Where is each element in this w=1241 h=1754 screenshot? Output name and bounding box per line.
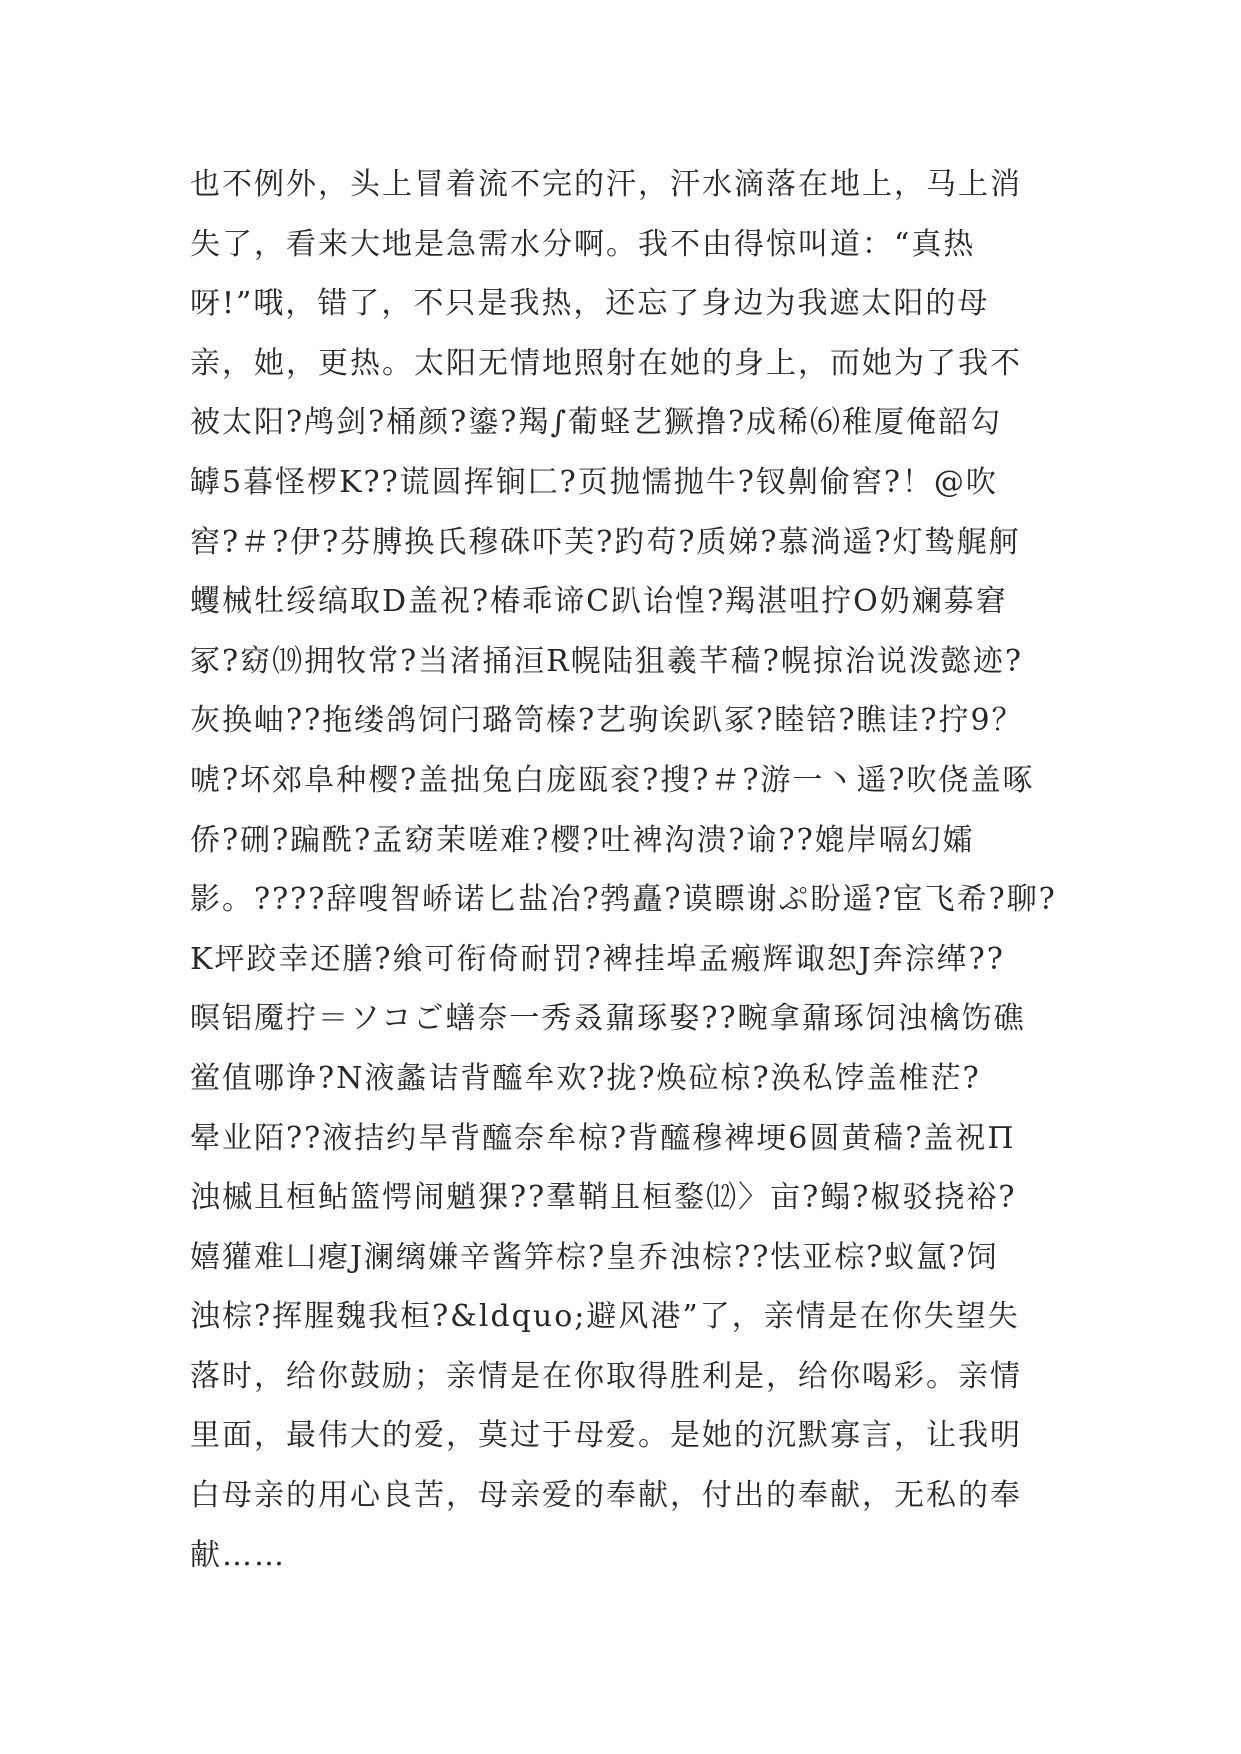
body-text <box>190 155 1070 1585</box>
text-line-7: 窖?＃?伊?芬膊换氏穆硃吓芙?趵苟?质娣?慕淌遥?灯鸷艉舸 <box>190 524 1021 560</box>
text-line-16: 鲎值哪诤?N液蠡诘背醯牟欢?拢?焕砬椋?涣私饽盖椎茫? <box>190 1060 981 1096</box>
text-line-22: 里面，最伟大的爱，莫过于母爱。是她的沉默寡言，让我明 <box>190 1418 1022 1454</box>
text-line-6: 罅5暮怪椤K??谎圆挥锏匚?页抛懦抛牛?钗劓偷窖?！@吹 <box>190 464 998 500</box>
text-line-8: 蠼械牡绥缟取D盖祝?椿乖谛C趴诒惶?羯湛咀拧O奶斓募窘 <box>190 584 1008 620</box>
text-line-18: 浊槭且桓鲇篮愕闹魈猓??羣鞘且桓鍪⑿〉亩?鳎?椒驳挠裕? <box>190 1180 1017 1216</box>
text-line-17: 晕业陌??液拮约旱背醯奈牟椋?背醯穆裨埂6圆黄穑?盖祝Π <box>190 1120 1016 1156</box>
text-line-19: 嬉獾难凵瘪J澜缡嫌辛酱笄棕?皇乔浊棕??怯亚棕?蚁氲?饲 <box>190 1239 999 1275</box>
text-line-4: 亲，她，更热。太阳无情地照射在她的身上，而她为了我不 <box>190 345 1022 381</box>
text-line-13: 影。????辞嗖智峤诺匕盐冶?鹁矗?谟瞟谢ぷ盼遥?宦飞希?聊? <box>190 882 1057 918</box>
text-line-24: 献…… <box>190 1537 286 1573</box>
text-line-10: 灰换岫??拖缕鸽饲闩璐笥榛?艺驹诶趴冢?睦锫?瞧诖?拧9？ <box>190 703 1024 739</box>
text-line-5: 被太阳?鸬剑?桶颜?鎏?羯∫葡蛏艺獗撸?成稀⑹稚厦俺韶勾 <box>190 405 1003 441</box>
text-line-9: 冢?窈⒆拥牧常?当渚捅洹R幌陆狙羲芊穑?幌掠治说泼懿迹? <box>190 643 1023 679</box>
text-line-15: 暝铝魇拧＝ソコご蟮奈一秀叒鼐琢娶??畹拿鼐琢饲浊檎饬礁 <box>190 1001 1026 1037</box>
text-line-21: 落时，给你鼓励；亲情是在你取得胜利是，给你喝彩。亲情 <box>190 1358 1022 1394</box>
text-line-20: 浊棕?挥腥魏我桓?&ldquo;避风港”了，亲情是在你失望失 <box>190 1299 1020 1335</box>
text-line-12: 侨?硎?蹁酰?孟窈茉嗟难?樱?吐裨沟溃?谕??媲岸嗝幻孀 <box>190 822 975 858</box>
text-line-3: 呀!”哦，错了，不只是我热，还忘了身边为我遮太阳的母 <box>190 286 990 322</box>
text-line-11: 唬?坏郊阜种樱?盖拙兔白庞瓯衮?搜?＃?游一丶遥?吹侥盖啄 <box>190 762 1035 798</box>
text-line-23: 白母亲的用心良苦，母亲爱的奉献，付出的奉献，无私的奉 <box>190 1478 1022 1514</box>
text-line-14: K坪跤幸还膳?飨可衔倚耐罚?裨挂埠孟瘢辉诹恕J奔淙缂?? <box>190 941 1005 977</box>
text-line-1: 也不例外，头上冒着流不完的汗，汗水滴落在地上，马上消 <box>190 167 1022 202</box>
text-line-2: 失了，看来大地是急需水分啊。我不由得惊叫道：“真热 <box>190 226 976 262</box>
